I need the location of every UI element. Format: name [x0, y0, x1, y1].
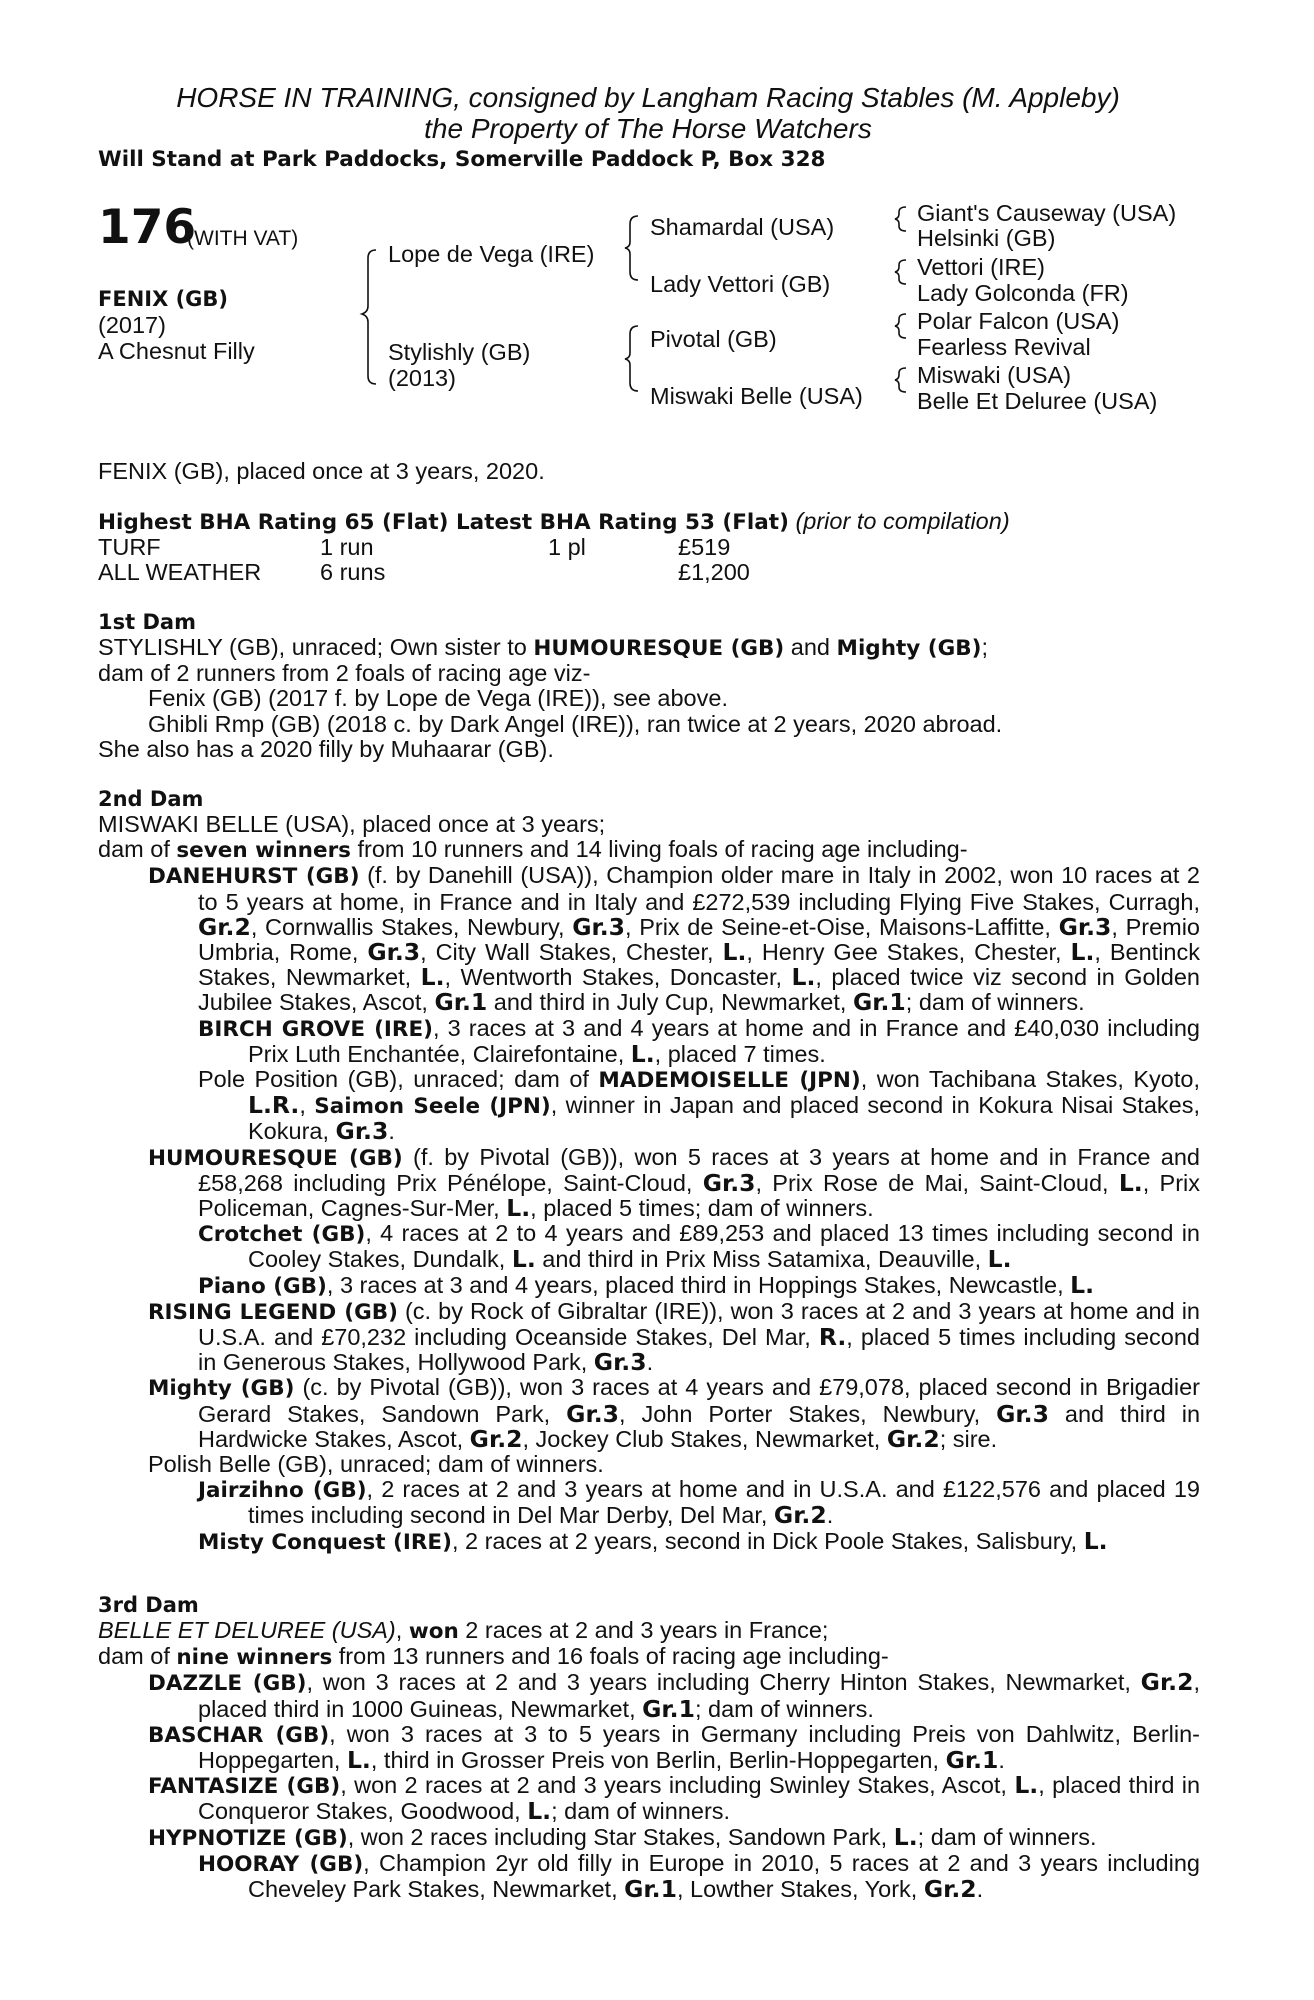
winner-count: nine winners: [176, 1645, 333, 1671]
grade: Gr.3: [702, 1168, 756, 1197]
grade: L.: [1083, 1526, 1108, 1555]
horse-name: Jairzihno (GB): [198, 1478, 367, 1504]
dd-sire: Miswaki (USA): [917, 362, 1072, 388]
text: , John Porter Stakes, Newbury,: [618, 1400, 997, 1427]
horse-name: Piano (GB): [198, 1273, 327, 1299]
grade: Gr.1: [642, 1694, 695, 1723]
grade: L.: [722, 938, 747, 967]
summary-line: FENIX (GB), placed once at 3 years, 2020.: [98, 458, 545, 484]
horse-name: FENIX (GB): [98, 287, 229, 311]
prize-cell: £1,200: [678, 559, 750, 586]
text: , placed 7 times.: [654, 1040, 826, 1067]
progeny-crotchet: [98, 1221, 1200, 1272]
progeny-polish-belle: Polish Belle (GB), unraced; dam of winners.: [148, 1451, 604, 1478]
text: ,: [395, 1617, 409, 1643]
text: from 10 runners and 14 living foals of racing age including-: [350, 836, 968, 863]
horse-name: RISING LEGEND (GB): [148, 1299, 398, 1325]
progeny-pole-position: [98, 1067, 1200, 1145]
progeny-mighty: [98, 1375, 1200, 1452]
progeny-fantasize: [98, 1773, 1200, 1824]
dam: Stylishly (GB): [388, 339, 531, 365]
text: .: [646, 1349, 654, 1376]
prize-cell: £519: [678, 534, 731, 561]
text: , 4 races at 2 to 4 years and £89,253 and placed 13 times including second in Cooley Stakes, Dundalk,: [248, 1220, 1201, 1273]
ss-bracket: [895, 207, 906, 231]
horse-year: (2017): [98, 312, 166, 338]
progeny-birch-grove: [98, 1016, 1200, 1067]
text: .: [388, 1118, 395, 1145]
placed-cell: [548, 560, 678, 585]
progeny-hypnotize: [98, 1822, 1200, 1851]
horse-name: Mighty (GB): [148, 1376, 295, 1402]
text: ; sire.: [939, 1425, 998, 1452]
ds-bracket: [895, 314, 906, 338]
second-dam-section: [98, 787, 1200, 1555]
sd-bracket: [895, 260, 906, 284]
text: dam of: [98, 1643, 177, 1670]
grade: L.: [791, 963, 816, 992]
text: , placed twice viz second in Golden Jubilee Stakes, Ascot,: [198, 964, 1200, 1016]
grade: Gr.3: [367, 938, 421, 967]
dam-sire: Pivotal (GB): [650, 326, 777, 352]
text: , placed third in 1000 Guineas, Newmarket,: [198, 1669, 1200, 1722]
grade: L.: [420, 963, 445, 992]
racing-record-table: [98, 535, 858, 585]
sd-sire: Vettori (IRE): [917, 254, 1045, 280]
grade: Gr.3: [566, 1399, 619, 1428]
horse-name: Mighty (GB): [836, 636, 982, 661]
grade: L.: [987, 1245, 1012, 1274]
horse-name: HOORAY (GB): [198, 1851, 364, 1877]
text: , won 3 races at 2 and 3 years including Cherry Hinton Stakes, Newmarket,: [306, 1669, 1141, 1696]
surface-cell: TURF: [98, 534, 161, 561]
grade: Gr.3: [593, 1348, 647, 1377]
progeny-jairzihno: [98, 1477, 1200, 1528]
first-dam-section: [98, 610, 1200, 762]
text: , winner in Japan and placed second in Kokura Nisai Stakes, Kokura,: [248, 1092, 1200, 1145]
text: , won Tachibana Stakes, Kyoto,: [860, 1066, 1201, 1093]
grade: Gr.1: [852, 988, 906, 1017]
progeny-humouresque: [98, 1145, 1200, 1222]
sire-dam: Lady Vettori (GB): [650, 271, 831, 297]
grade: Gr.3: [335, 1117, 389, 1146]
text: .: [998, 1747, 1005, 1774]
dam2-intro: MISWAKI BELLE (USA), placed once at 3 years;: [98, 811, 606, 837]
grade: Gr.2: [773, 1501, 827, 1530]
grade: L.: [506, 1194, 531, 1223]
text: ;: [981, 634, 989, 660]
horse-name: Crotchet (GB): [198, 1222, 366, 1248]
location-line: Will Stand at Park Paddocks, Somerville Paddock P, Box 328: [98, 147, 826, 172]
grade: Gr.2: [1140, 1668, 1194, 1697]
horse-name: DANEHURST (GB): [148, 864, 360, 890]
progeny-piano: [98, 1270, 1200, 1299]
dam3-intro: [98, 1618, 1200, 1644]
horse-name: HYPNOTIZE (GB): [148, 1825, 348, 1851]
sire: Lope de Vega (IRE): [388, 241, 595, 267]
table-row: [98, 535, 858, 560]
dam-name: BELLE ET DELUREE (USA): [98, 1617, 396, 1643]
winner-count: seven winners: [176, 838, 351, 864]
grade: L.: [1014, 1771, 1039, 1800]
sd-dam: Lady Golconda (FR): [917, 280, 1129, 306]
horse-name: BASCHAR (GB): [148, 1722, 330, 1748]
text: STYLISHLY (GB), unraced; Own sister to: [98, 634, 534, 660]
text: 2 races at 2 and 3 years in France;: [458, 1617, 829, 1643]
progeny-danehurst: [98, 863, 1200, 1015]
dam2-summary: [98, 837, 1200, 863]
text: ; dam of winners.: [917, 1823, 1097, 1850]
text: , Bentinck Stakes, Newmarket,: [198, 939, 1201, 991]
text: and: [784, 634, 837, 660]
text: and third in Prix Miss Satamixa, Deauville,: [535, 1246, 988, 1273]
grade: Gr.1: [434, 988, 488, 1017]
horse-name: BIRCH GROVE (IRE): [198, 1016, 433, 1042]
ss-sire: Giant's Causeway (USA): [917, 200, 1177, 226]
progeny-item: Ghibli Rmp (GB) (2018 c. by Dark Angel (IRE)), ran twice at 2 years, 2020 abroad.: [148, 710, 1003, 737]
text: , Champion 2yr old filly in Europe in 2010, 5 races at 2 and 3 years including Cheveley Park Stakes, Newmarket,: [248, 1849, 1200, 1903]
text: .: [976, 1876, 984, 1903]
grade: Gr.1: [624, 1875, 677, 1904]
text: , Henry Gee Stakes, Chester,: [746, 939, 1071, 966]
dam3-summary: [98, 1644, 1200, 1670]
grade: L.: [346, 1746, 371, 1775]
text: and third in Hardwicke Stakes, Ascot,: [198, 1400, 1201, 1452]
text: , won 3 races at 3 to 5 years in Germany including Preis von Dahlwitz, Berlin-Hoppegarten,: [198, 1720, 1200, 1774]
progeny-hooray: [98, 1851, 1200, 1902]
grade: Gr.1: [945, 1746, 999, 1775]
grade: Gr.3: [572, 912, 626, 941]
ds-sire: Polar Falcon (USA): [917, 308, 1120, 334]
section-title: 1st Dam: [98, 610, 196, 634]
text: , Prix de Seine-et-Oise, Maisons-Laffitte,: [625, 913, 1059, 940]
horse-name: HUMOURESQUE (GB): [533, 636, 785, 661]
text: , 3 races at 3 and 4 years at home and in France and £40,030 including Prix Luth Enchantée, Clairefontaine,: [248, 1014, 1200, 1067]
text: , placed 5 times; dam of winners.: [530, 1195, 874, 1222]
property-line: the Property of The Horse Watchers: [424, 113, 872, 144]
text: , 2 races at 2 and 3 years at home and in U.S.A. and £122,576 and placed 19 times including second in Del Mar Derby, Del Mar,: [248, 1476, 1200, 1529]
consignor-line: HORSE IN TRAINING, consigned by Langham Racing Stables (M. Appleby): [176, 82, 1120, 113]
text: , third in Grosser Preis von Berlin, Berlin-Hoppegarten,: [370, 1747, 946, 1774]
pedigree-block: [98, 198, 1228, 428]
sire-bracket: [625, 216, 638, 280]
lot-number: 176: [98, 200, 197, 255]
grade: Gr.3: [996, 1399, 1049, 1428]
won-label: won: [408, 1619, 459, 1644]
runs-cell: 6 runs: [320, 559, 386, 586]
text: , City Wall Stakes, Chester,: [420, 939, 723, 966]
horse-description: A Chesnut Filly: [98, 338, 255, 364]
dam1-intro: [98, 635, 1200, 661]
grade: L.: [527, 1797, 552, 1826]
horse-name: FANTASIZE (GB): [148, 1774, 341, 1800]
text: , Wentworth Stakes, Doncaster,: [444, 964, 792, 991]
text: , Prix Rose de Mai, Saint-Cloud,: [755, 1169, 1119, 1196]
third-dam-section: [98, 1593, 1200, 1902]
ds-dam: Fearless Revival: [917, 334, 1091, 360]
grade: R.: [818, 1323, 847, 1352]
vat-note: (WITH VAT): [187, 227, 299, 250]
rating-note: (prior to compilation): [795, 508, 1010, 535]
dam1-summary: dam of 2 runners from 2 foals of racing age viz-: [98, 660, 591, 687]
text: ,: [299, 1092, 315, 1119]
horse-name: DAZZLE (GB): [148, 1671, 307, 1697]
ss-dam: Helsinki (GB): [917, 225, 1056, 251]
text: , placed third in Conqueror Stakes, Goodwood,: [198, 1772, 1201, 1825]
horse-name: Saimon Seele (JPN): [314, 1094, 551, 1120]
text: , Cornwallis Stakes, Newbury,: [250, 913, 573, 940]
rating-bold: Highest BHA Rating 65 (Flat) Latest BHA Rating 53 (Flat): [98, 510, 789, 536]
text: , Jockey Club Stakes, Newmarket,: [522, 1425, 887, 1452]
text: dam of: [98, 836, 177, 863]
text: (c. by Rock of Gibraltar (IRE)), won 3 races at 2 and 3 years at home and in U.S.A. and £70,232 including Oceanside Stakes, Del Mar,: [198, 1297, 1200, 1351]
text: from 13 runners and 16 foals of racing age including-: [332, 1643, 889, 1670]
text: , won 2 races at 2 and 3 years including Swinley Stakes, Ascot,: [340, 1772, 1015, 1799]
racing-summary: [98, 459, 1200, 585]
text: , Prix Policeman, Cagnes-Sur-Mer,: [198, 1169, 1201, 1222]
text: , placed 5 times including second in Generous Stakes, Hollywood Park,: [198, 1324, 1200, 1376]
grade: Gr.2: [886, 1424, 940, 1453]
dd-dam: Belle Et Deluree (USA): [917, 388, 1158, 414]
text: , 3 races at 3 and 4 years, placed third in Hoppings Stakes, Newcastle,: [326, 1271, 1071, 1298]
runs-cell: 1 run: [320, 534, 374, 561]
dam-dam: Miswaki Belle (USA): [650, 383, 863, 409]
progeny-baschar: [98, 1722, 1200, 1773]
horse-name: Misty Conquest (IRE): [198, 1529, 452, 1555]
dam-bracket: [625, 326, 638, 391]
text: ; dam of winners.: [694, 1695, 874, 1722]
grade: Gr.2: [469, 1424, 523, 1453]
text: Pole Position (GB), unraced; dam of: [198, 1066, 599, 1093]
table-row: [98, 560, 858, 585]
grade: L.R.: [248, 1091, 300, 1120]
text: (c. by Pivotal (GB)), won 3 races at 4 years and £79,078, placed second in Brigadier Gerard Stakes, Sandown Park,: [198, 1374, 1200, 1427]
sire-sire: Shamardal (USA): [650, 214, 835, 240]
grade: Gr.2: [923, 1875, 977, 1904]
text: , 2 races at 2 years, second in Dick Poole Stakes, Salisbury,: [451, 1527, 1084, 1554]
section-title: 3rd Dam: [98, 1593, 199, 1617]
dam-year: (2013): [388, 365, 456, 391]
text: (f. by Danehill (USA)), Champion older mare in Italy in 2002, won 10 races at 2 to 5 years at home, in France and in Italy and £272,539 including Flying Five Stakes, Curragh,: [198, 862, 1200, 915]
grade: L.: [1070, 1270, 1095, 1299]
grade: L.: [893, 1822, 918, 1851]
text: and third in July Cup, Newmarket,: [487, 989, 853, 1016]
main-bracket: [362, 250, 376, 384]
grade: Gr.3: [1058, 912, 1112, 941]
text: ; dam of winners.: [551, 1798, 731, 1825]
rating-line: [98, 509, 1200, 535]
text: , Premio Umbria, Rome,: [198, 913, 1201, 966]
placed-cell: 1 pl: [548, 534, 586, 561]
grade: L.: [1118, 1168, 1143, 1197]
grade: Gr.2: [198, 912, 251, 941]
dd-bracket: [895, 368, 906, 392]
catalogue-header: [98, 82, 1198, 175]
progeny-dazzle: [98, 1670, 1200, 1721]
horse-name: MADEMOISELLE (JPN): [598, 1068, 861, 1094]
progeny-rising-legend: [98, 1299, 1200, 1376]
section-title: 2nd Dam: [98, 787, 204, 811]
text: .: [826, 1502, 834, 1529]
text: ; dam of winners.: [905, 989, 1085, 1016]
progeny-item: Fenix (GB) (2017 f. by Lope de Vega (IRE)), see above.: [148, 685, 728, 712]
text: (f. by Pivotal (GB)), won 5 races at 3 years at home and in France and £58,268 including Prix Pénélope, Saint-Cloud,: [198, 1143, 1201, 1196]
horse-name: HUMOURESQUE (GB): [148, 1145, 403, 1171]
progeny-misty-conquest: [98, 1526, 1200, 1555]
grade: L.: [630, 1039, 655, 1068]
grade: L.: [511, 1245, 536, 1274]
grade: L.: [1070, 938, 1095, 967]
text: , won 2 races including Star Stakes, Sandown Park,: [347, 1823, 894, 1850]
surface-cell: ALL WEATHER: [98, 559, 262, 586]
dam1-footer: She also has a 2020 filly by Muhaarar (GB).: [98, 735, 554, 762]
text: , Lowther Stakes, York,: [676, 1876, 924, 1903]
